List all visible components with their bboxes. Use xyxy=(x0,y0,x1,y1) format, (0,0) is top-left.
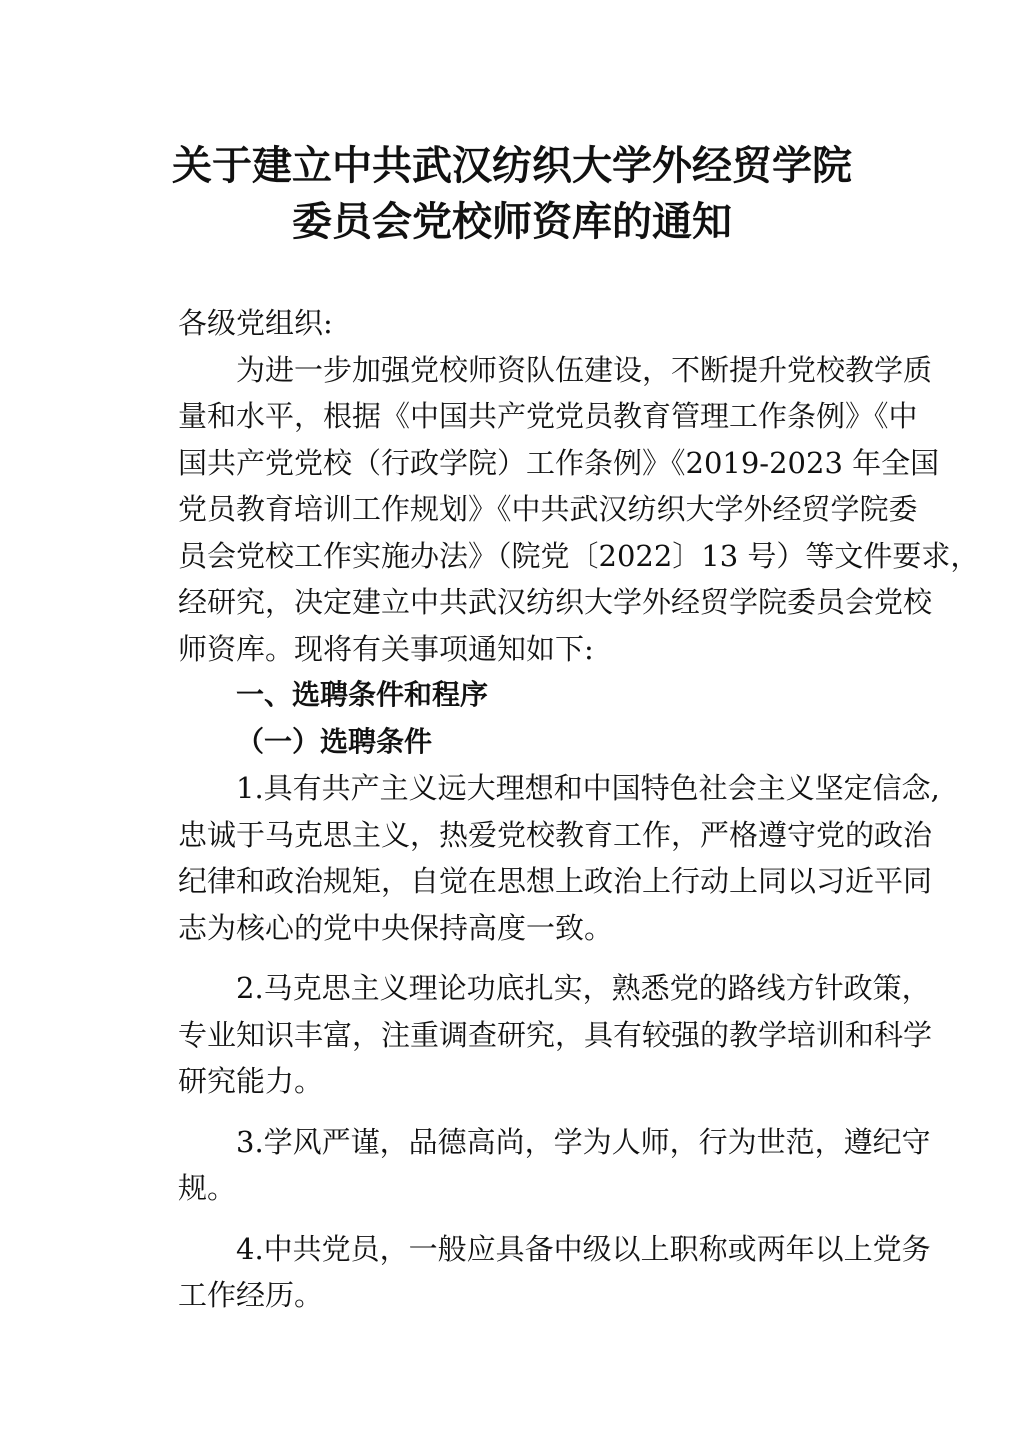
paragraph-line: 量和水平，根据《中国共产党党员教育管理工作条例》《中 xyxy=(178,399,918,433)
paragraph-line: 规。 xyxy=(178,1171,237,1205)
document-body xyxy=(178,300,980,1319)
item-3-paragraph xyxy=(178,1119,931,1212)
paragraph-line: 党员教育培训工作规划》《中共武汉纺织大学外经贸学院委 xyxy=(178,492,918,526)
paragraph-line: 国共产党党校（行政学院）工作条例》《2019-2023 年全国 xyxy=(178,445,940,480)
paragraph-line: 忠诚于马克思主义，热爱党校教育工作，严格遵守党的政治 xyxy=(178,817,933,852)
paragraph-line: 1.具有共产主义远大理想和中国特色社会主义坚定信念, xyxy=(236,771,940,805)
paragraph-line: 专业知识丰富，注重调查研究，具有较强的教学培训和科学 xyxy=(178,1017,933,1052)
item-1-paragraph xyxy=(178,765,940,951)
paragraph-line: 员会党校工作实施办法》（院党〔2022〕13 号）等文件要求， xyxy=(178,538,980,573)
paragraph-line: 3.学风严谨，品德高尚，学为人师，行为世范，遵纪守 xyxy=(236,1124,931,1159)
subsection-heading: （一）选聘条件 xyxy=(236,724,433,758)
title-line-2: 委员会党校师资库的通知 xyxy=(292,199,732,245)
paragraph-line: 志为核心的党中央保持高度一致。 xyxy=(178,910,614,945)
paragraph-line: 纪律和政治规矩，自觉在思想上政治上行动上同以习近平同 xyxy=(178,864,933,898)
title-line-1: 关于建立中共武汉纺织大学外经贸学院 xyxy=(172,143,852,189)
paragraph-line: 研究能力。 xyxy=(178,1064,324,1098)
document-title xyxy=(0,138,1024,250)
paragraph-line: 4.中共党员，一般应具备中级以上职称或两年以上党务 xyxy=(236,1231,931,1266)
paragraph-line: 为进一步加强党校师资队伍建设，不断提升党校教学质 xyxy=(236,352,933,387)
salutation: 各级党组织: xyxy=(178,306,333,340)
intro-paragraph xyxy=(178,347,980,673)
paragraph-line: 工作经历。 xyxy=(178,1278,324,1312)
paragraph-line: 师资库。现将有关事项通知如下: xyxy=(178,631,594,666)
section-heading: 一、选聘条件和程序 xyxy=(236,678,489,711)
item-4-paragraph xyxy=(178,1226,931,1319)
paragraph-line: 2.马克思主义理论功底扎实，熟悉党的路线方针政策， xyxy=(236,971,931,1005)
item-2-paragraph xyxy=(178,965,933,1105)
paragraph-line: 经研究，决定建立中共武汉纺织大学外经贸学院委员会党校 xyxy=(178,585,933,619)
